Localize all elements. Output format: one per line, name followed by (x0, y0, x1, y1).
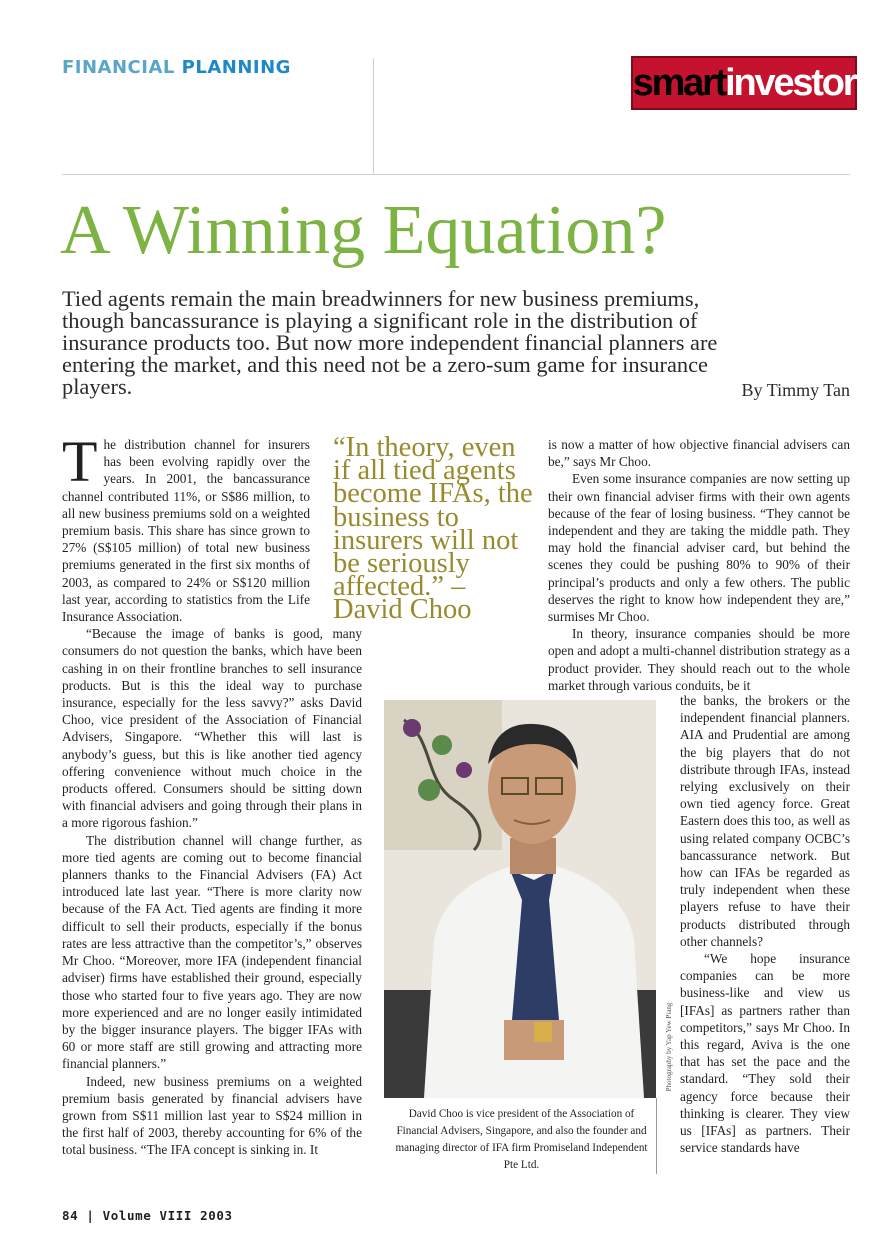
article-column-3-narrow (680, 692, 850, 1156)
section-label (62, 57, 291, 78)
article-column-3 (548, 436, 850, 694)
header-divider-horizontal (62, 174, 850, 175)
pull-quote: “In theory, even if all tied agents become IFAs, the business to insurers will not be seriously affected.” – David Choo (333, 432, 533, 626)
article-column-1 (62, 429, 362, 1159)
paragraph-6: Even some insurance companies are now setting up their own financial adviser firms with their own agents because of the fear of losing business. “They cannot be independent and they are taking the middle path. They may hold the financial adviser card, but behind the scenes they could be pushing 80% to 90% of their principal’s products and only a few others. The public deserves the right to know how independent they are,” surmises Mr Choo. (548, 471, 850, 625)
logo-part2: investor (725, 62, 856, 104)
photo-credit (660, 1000, 672, 1098)
paragraph-2: “Because the image of banks is good, many consumers do not question the banks, which have been cashing in on their frontline branches to sell insurance products. But is this the ideal way to purchase insurance, especially for the less savvy?” asks David Choo, vice president of the Association of Financial Advisers, Singapore. “Whether this will last is anybody’s guess, but this is like another tied agency offering convenience without much choice in the products offered. Consumers should be sitting down with financial advisers and going through their plans in a more rigorous fashion.” (62, 626, 362, 831)
paragraph-7: In theory, insurance companies should be more open and adopt a multi-channel distribution strategy as a product provider. They should reach out to the whole market through various conduits, be it (548, 626, 850, 693)
section-label-part2: PLANNING (181, 57, 291, 78)
paragraph-1 (62, 429, 310, 625)
photo-credit-text: Photography by Yap Yew Piang (665, 1002, 673, 1092)
magazine-logo (631, 56, 857, 110)
portrait-photo (384, 700, 656, 1098)
photo-caption: David Choo is vice president of the Association of Financial Advisers, Singapore, and also the founder and managing director of IFA firm Promiseland Independent Pte Ltd. (395, 1108, 648, 1171)
paragraph-7-continued: the banks, the brokers or the independent financial planners. AIA and Prudential are among the big players that do not distribute through IFAs, instead relying exclusively on their own tied agency force. Great Eastern does this too, as well as using related company OCBC’s bancassurance network. But how can IFAs be regarded as truly independent when these players refuse to have their products distributed through other channels? (680, 693, 850, 949)
drop-cap: T (62, 429, 98, 494)
deck-text: Tied agents remain the main breadwinners for new business premiums, though bancassurance is playing a significant role in the distribution of insurance products too. But now more independent financial planners are entering the market, and this need not be a zero-sum game for insurance players. (62, 286, 718, 399)
headline: A Winning Equation? (60, 192, 667, 269)
byline: By Timmy Tan (741, 380, 850, 400)
section-label-part1: FINANCIAL (62, 57, 175, 78)
logo-part1: smart (632, 62, 726, 104)
paragraph-8: “We hope insurance companies can be more business-like and view us [IFAs] as partners rather than competitors,” says Mr Choo. In this regard, Aviva is the one that has set the pace and the standard. “They sold their agency force because their thinking is clearer. They view us [IFAs] as partners. Their service standards have (680, 951, 850, 1156)
paragraph-1-text: he distribution channel for insurers has been evolving rapidly over the years. In 2001, the bancassurance channel contributed 11%, or S$86 million, to all new business premiums sold on a weighted premium basis. This share has since grown to 27% (S$105 million) of total new business premiums generated in the first six months of 2003, as compared to 24% or S$120 million last year, according to statistics from the Life Insurance Association. (62, 437, 310, 625)
paragraph-3: The distribution channel will change further, as more tied agents are coming out to become financial planners thanks to the Financial Advisers (FA) Act introduced late last year. “There is more clarity now because of the FA Act. Tied agents are finding it more difficult to sell their products, especially if the bonus rates are less attractive than the competitor’s,” observes Mr Choo. “Moreover, more IFA (independent financial adviser) firms have established their ground, especially those who started four to five years ago. They are now more experienced and are no longer easily intimidated by the bigger insurance players. The bigger IFAs with 60 or more staff are still growing and attracting more financial planners.” (62, 832, 362, 1072)
paragraph-4: Indeed, new business premiums on a weighted premium basis generated by financial advisers have grown from S$11 million last year to S$24 million in the first half of 2003, thereby accounting for 6% of the total business. “The IFA concept is sinking in. It (62, 1073, 362, 1158)
header-divider-vertical (373, 58, 374, 174)
portrait-illustration (384, 700, 656, 1098)
page-folio: 84 | Volume VIII 2003 (62, 1208, 233, 1223)
paragraph-5: is now a matter of how objective financial advisers can be,” says Mr Choo. (548, 437, 850, 470)
